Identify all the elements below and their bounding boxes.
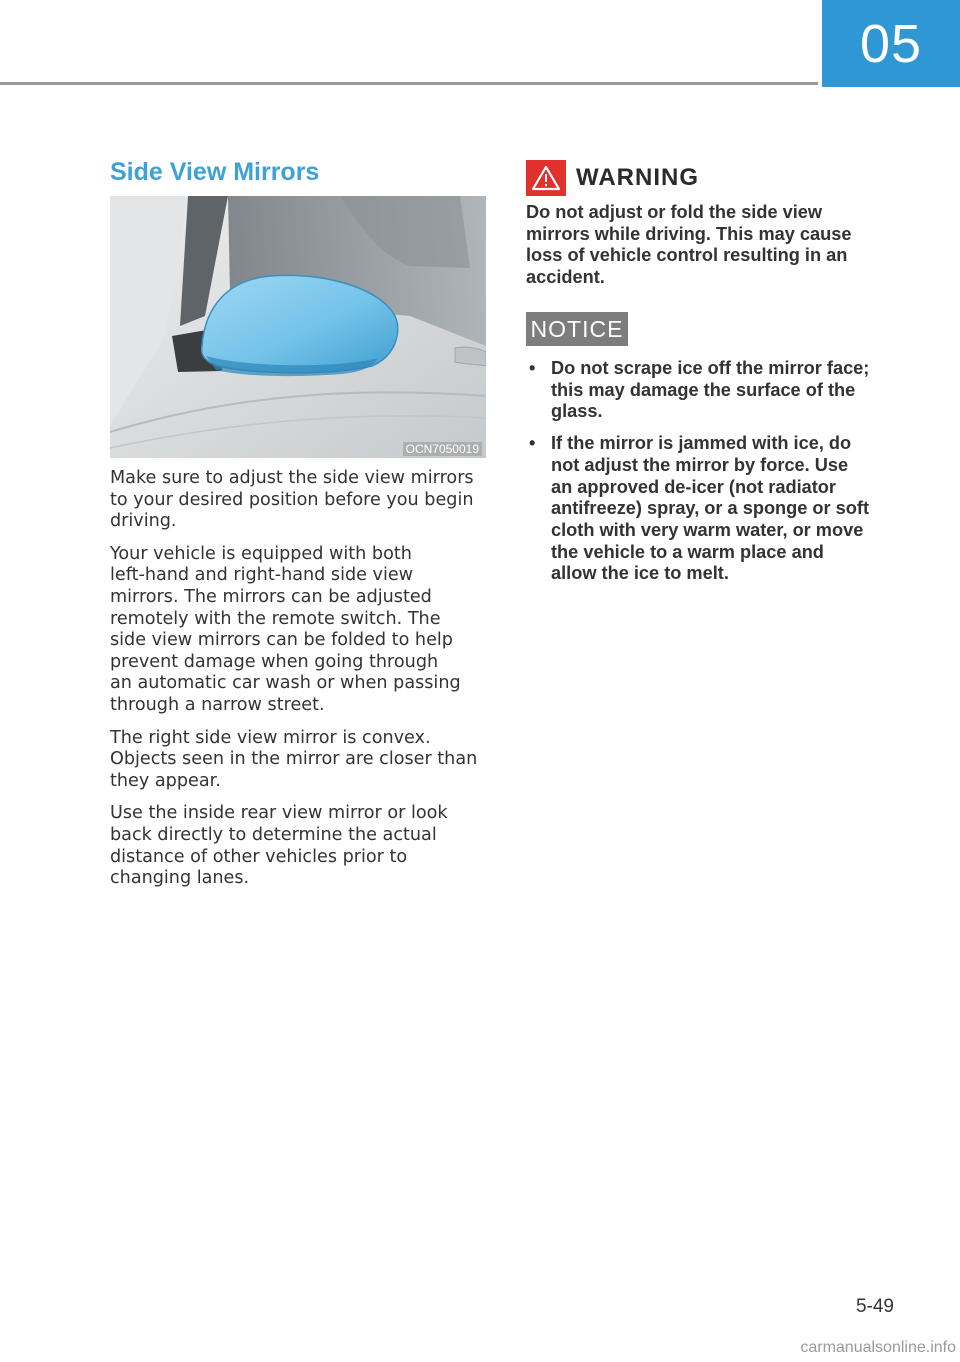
notice-item-text: If the mirror is jammed with ice, do not adjust the mirror by force. Use an approved de-icer (not radiator antifreeze) spray, or a sponge or soft cloth with very warm water, or move the vehicle to a warm place and allow the ice to melt. — [551, 433, 870, 584]
side-mirror-illustration — [110, 196, 486, 458]
notice-item-text: Do not scrape ice off the mirror face; this may damage the surface of the glass. — [551, 358, 870, 422]
paragraph: Use the inside rear view mirror or look back directly to determine the actual distance of other vehicles prior to changing lanes. — [110, 803, 448, 889]
notice-item — [526, 433, 906, 585]
paragraph: The right side view mirror is convex. Objects seen in the mirror are closer than they appear. — [110, 727, 478, 791]
paragraph: Make sure to adjust the side view mirrors to your desired position before you begin driving. — [110, 468, 474, 532]
chapter-tab: 05 — [822, 0, 960, 87]
notice-badge: NOTICE — [526, 312, 628, 346]
header-rule — [0, 82, 818, 85]
warning-header — [526, 160, 699, 196]
notice-item — [526, 358, 906, 423]
warning-title: WARNING — [576, 164, 699, 191]
notice-list — [526, 358, 906, 595]
page-number: 5-49 — [855, 1296, 894, 1317]
bullet-icon: • — [529, 358, 536, 378]
bullet-icon: • — [529, 433, 536, 454]
watermark-link[interactable]: carmanualsonline.info — [800, 1339, 956, 1356]
figure-code: OCN7050019 — [403, 442, 482, 456]
paragraph: Your vehicle is equipped with both left-hand and right-hand side view mirrors. The mirrors can be adjusted remotely with the remote switch. The side view mirrors can be folded to help prevent damage when going through an automatic car wash or when passing through a narrow street. — [110, 543, 461, 715]
mirror-drawing — [110, 196, 486, 458]
warning-triangle-icon — [526, 160, 566, 196]
warning-text: Do not adjust or fold the side view mirrors while driving. This may cause loss of vehicle control resulting in an accident. — [526, 202, 852, 288]
body-text — [110, 468, 490, 901]
section-title: Side View Mirrors — [110, 158, 320, 186]
